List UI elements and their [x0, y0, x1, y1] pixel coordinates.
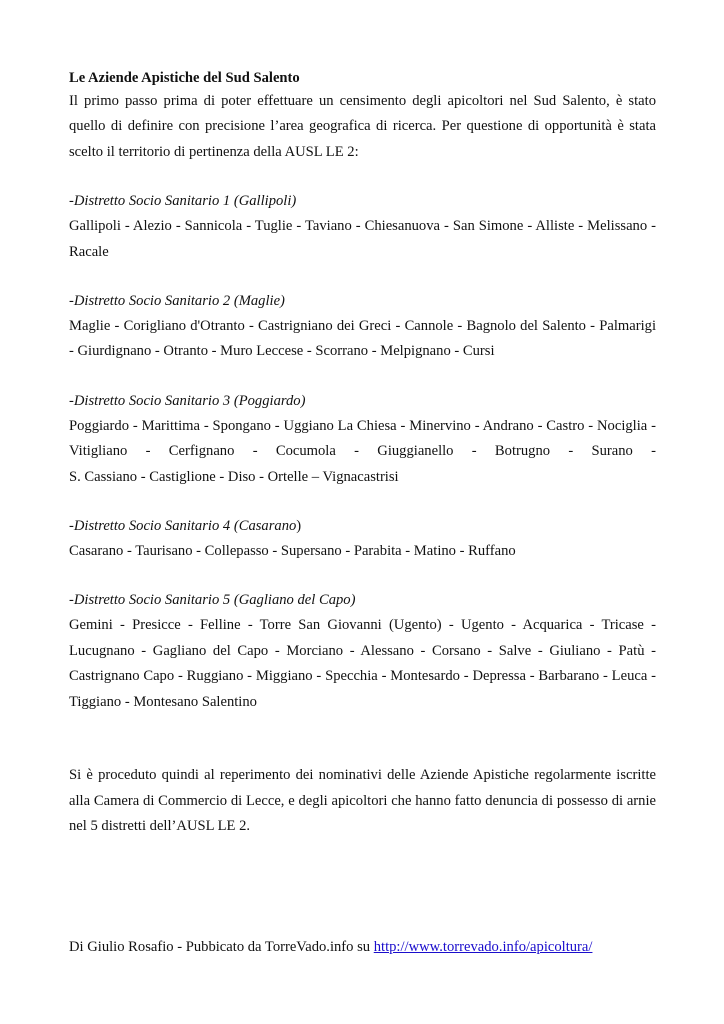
- district-title-text: -Distretto Socio Sanitario 3 (Poggiardo): [69, 392, 306, 409]
- spacer: [69, 739, 656, 763]
- district-towns: [69, 613, 656, 715]
- district-towns: [69, 414, 656, 490]
- district-title: [69, 189, 656, 214]
- district-title-tail: ): [296, 518, 302, 535]
- town-line: S. Cassiano - Castiglione - Diso - Ortelle – Vignacastrisi: [69, 468, 399, 485]
- town-line: Racale: [69, 243, 109, 260]
- district-title: [69, 289, 656, 314]
- town-line: Vitigliano - Cerfignano - Cocumola - Giuggianello - Botrugno - Surano -: [69, 443, 656, 460]
- footer-link[interactable]: http://www.torrevado.info/apicoltura/: [373, 939, 593, 955]
- district-title-text: -Distretto Socio Sanitario 5 (Gagliano del Capo): [69, 592, 356, 609]
- spacer: [69, 365, 656, 389]
- closing-paragraph: Si è proceduto quindi al reperimento dei nominativi delle Aziende Apistiche regolarmente iscritte alla Camera di Commercio di Lecce, e degli apicoltori che hanno fatto denuncia di possesso di arnie nel 5 distretti dell’AUSL LE 2.: [69, 767, 656, 834]
- town-line: Lucugnano - Gagliano del Capo - Morciano - Alessano - Corsano - Salve - Giuliano - Patù -: [69, 642, 656, 659]
- spacer: [69, 564, 656, 588]
- district-title-text: -Distretto Socio Sanitario 1 (Gallipoli): [69, 193, 297, 210]
- town-line: Casarano - Taurisano - Collepasso - Supersano - Parabita - Matino - Ruffano: [69, 543, 516, 560]
- spacer: [69, 490, 656, 514]
- district-towns: [69, 314, 656, 365]
- district-title: [69, 389, 656, 414]
- document-body: [69, 67, 656, 839]
- district-title: [69, 588, 656, 613]
- town-line: Castrignano Capo - Ruggiano - Miggiano - Specchia - Montesardo - Depressa - Barbarano - Leuca -: [69, 668, 656, 685]
- town-line: Tiggiano - Montesano Salentino: [69, 693, 257, 710]
- town-line: Maglie - Corigliano d'Otranto - Castrigniano dei Greci - Cannole - Bagnolo del Salento - Palmarigi: [69, 318, 656, 335]
- spacer: [69, 715, 656, 739]
- district-towns: [69, 539, 656, 564]
- district-towns: [69, 214, 656, 265]
- district-title-text: -Distretto Socio Sanitario 4 (Casarano: [69, 518, 297, 535]
- district-list: [69, 165, 656, 715]
- town-line: - Giurdignano - Otranto - Muro Leccese - Scorrano - Melpignano - Cursi: [69, 343, 495, 360]
- town-line: Gemini - Presicce - Felline - Torre San Giovanni (Ugento) - Ugento - Acquarica - Tricase -: [69, 617, 656, 634]
- town-line: Gallipoli - Alezio - Sannicola - Tuglie - Taviano - Chiesanuova - San Simone - Alliste - Melissano -: [69, 218, 656, 235]
- intro-paragraph: Il primo passo prima di poter effettuare un censimento degli apicoltori nel Sud Salento, è stato quello di definire con precisione l’area geografica di ricerca. Per questione di opportunità è stata scelto il territorio di pertinenza della AUSL LE 2:: [69, 93, 656, 160]
- spacer: [69, 165, 656, 189]
- district-title: [69, 514, 656, 539]
- district-title-text: -Distretto Socio Sanitario 2 (Maglie): [69, 293, 285, 310]
- document-heading: Le Aziende Apistiche del Sud Salento: [69, 70, 300, 86]
- footer-credit: [69, 936, 592, 958]
- town-line: Poggiardo - Marittima - Spongano - Uggiano La Chiesa - Minervino - Andrano - Castro - Nociglia -: [69, 417, 656, 434]
- spacer: [69, 265, 656, 289]
- footer-text: Di Giulio Rosafio - Pubbicato da TorreVado.info su: [69, 939, 374, 955]
